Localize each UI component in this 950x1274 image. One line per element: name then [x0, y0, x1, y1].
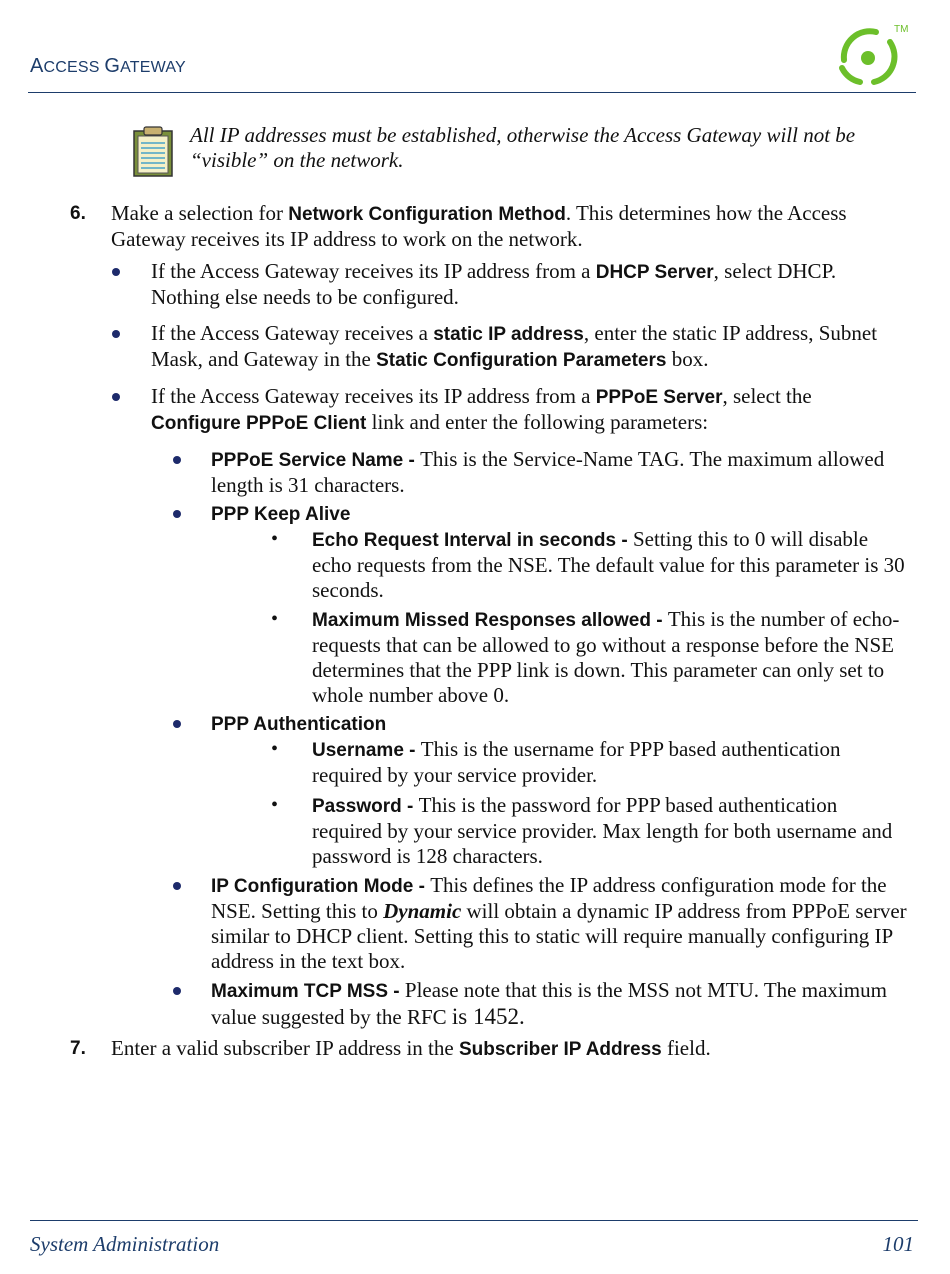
bullet-dhcp [151, 259, 901, 310]
header-title-part: ATEWAY [120, 59, 186, 76]
page-number: 101 [882, 1232, 914, 1256]
step-7-text [111, 1036, 911, 1062]
bold-term: Username - [312, 740, 421, 761]
text-run: Setting this to 0 will disable echo requests from the NSE. The default value for this parameter is 30 seconds. [312, 527, 905, 602]
param-ip-mode [211, 873, 911, 974]
text-run: will obtain a dynamic IP address from PPPoE server similar to DHCP client. Setting this to static will require manually configuring IP address in the text box. [211, 899, 907, 973]
text-run: This defines the IP address configuration mode for the NSE. Setting this to [211, 873, 887, 923]
footer-section: System Administration [30, 1232, 220, 1256]
header-title [30, 54, 186, 80]
param-password [312, 793, 912, 869]
bold-term: DHCP Server [595, 262, 714, 283]
text-run: . This determines how the Access Gateway receives its IP address to work on the network. [111, 201, 847, 251]
text-run: This is the Service-Name TAG. The maximum allowed length is 31 characters. [211, 447, 885, 497]
text-run: Please note that this is the MSS not MTU. The maximum value suggested by the RFC [211, 978, 887, 1029]
param-username [312, 737, 912, 788]
param-tcp-mss [211, 978, 911, 1030]
bullet-dot [173, 720, 181, 728]
footer-rule [30, 1220, 918, 1221]
sub-bullet: • [271, 738, 279, 760]
text-run: If the Access Gateway receives its IP address from a [151, 384, 596, 408]
text-run: If the Access Gateway receives its IP address from a [151, 259, 596, 283]
param-keep-alive [211, 501, 901, 527]
param-missed-responses [312, 607, 912, 708]
bold-term: Maximum Missed Responses allowed - [312, 610, 668, 631]
text-run: Make a selection for [111, 201, 289, 225]
text-run: box. [666, 347, 709, 371]
notepad-icon [132, 126, 174, 178]
bold-term: PPPoE Server [595, 387, 723, 408]
emphasis-term: Dynamic [383, 899, 462, 923]
text-run: If the Access Gateway receives a [151, 321, 434, 345]
bullet-pppoe [151, 384, 901, 436]
step-6-text [111, 201, 911, 252]
text-run: This is the number of echo-requests that can be allowed to go without a response before the NSE determines that the PPP link is down. This parameter can only set to whole number above 0. [312, 607, 900, 707]
bold-term: static IP address [433, 324, 584, 345]
bold-term: Subscriber IP Address [458, 1039, 662, 1060]
text-run: is 1452. [451, 1004, 525, 1029]
param-echo-interval [312, 527, 912, 603]
bullet-dot [173, 510, 181, 518]
sub-bullet: • [271, 528, 279, 550]
text-run: This is the username for PPP based authentication required by your service provider. [312, 737, 841, 787]
text-run: link and enter the following parameters: [366, 410, 709, 434]
sub-bullet: • [271, 794, 279, 816]
step-number: 7. [70, 1038, 86, 1059]
text-run: , enter the static IP address, Subnet Mask, and Gateway in the [151, 321, 878, 371]
param-service-name [211, 447, 901, 498]
text-run: , select DHCP. Nothing else needs to be configured. [151, 259, 837, 309]
header-title-part: A [30, 55, 44, 77]
header-rule [28, 92, 916, 93]
bullet-dot [173, 456, 181, 464]
param-authentication [211, 711, 901, 737]
bullet-dot [112, 330, 120, 338]
bold-term: PPP Keep Alive [211, 504, 351, 525]
text-run: , select the [722, 384, 812, 408]
step-number: 6. [70, 203, 86, 224]
sub-bullet: • [271, 608, 279, 630]
company-logo [830, 20, 910, 90]
note-text: All IP addresses must be established, otherwise the Access Gateway will not be “visible” on the network. [190, 123, 856, 172]
text-run: Enter a valid subscriber IP address in the [111, 1036, 459, 1060]
bold-term: IP Configuration Mode - [211, 876, 431, 897]
bold-term: PPPoE Service Name - [211, 450, 421, 471]
bullet-dot [112, 393, 120, 401]
header-title-part: G [104, 55, 121, 77]
logo-trademark: TM [894, 24, 909, 35]
bullet-dot [112, 268, 120, 276]
bullet-dot [173, 882, 181, 890]
text-run: field. [661, 1036, 711, 1060]
bullet-static [151, 321, 901, 373]
bold-term: Static Configuration Parameters [376, 350, 667, 371]
bold-term: Configure PPPoE Client [151, 413, 367, 434]
bold-term: PPP Authentication [211, 714, 387, 735]
bold-term: Maximum TCP MSS - [211, 981, 405, 1002]
bold-term: Echo Request Interval in seconds - [312, 530, 633, 551]
bullet-dot [173, 987, 181, 995]
text-run: This is the password for PPP based authentication required by your service provider. Max length for both username and password is 128 characters. [312, 793, 893, 868]
bold-term: Network Configuration Method [288, 204, 566, 225]
bold-term: Password - [312, 796, 419, 817]
header-title-part: CCESS [43, 59, 105, 76]
